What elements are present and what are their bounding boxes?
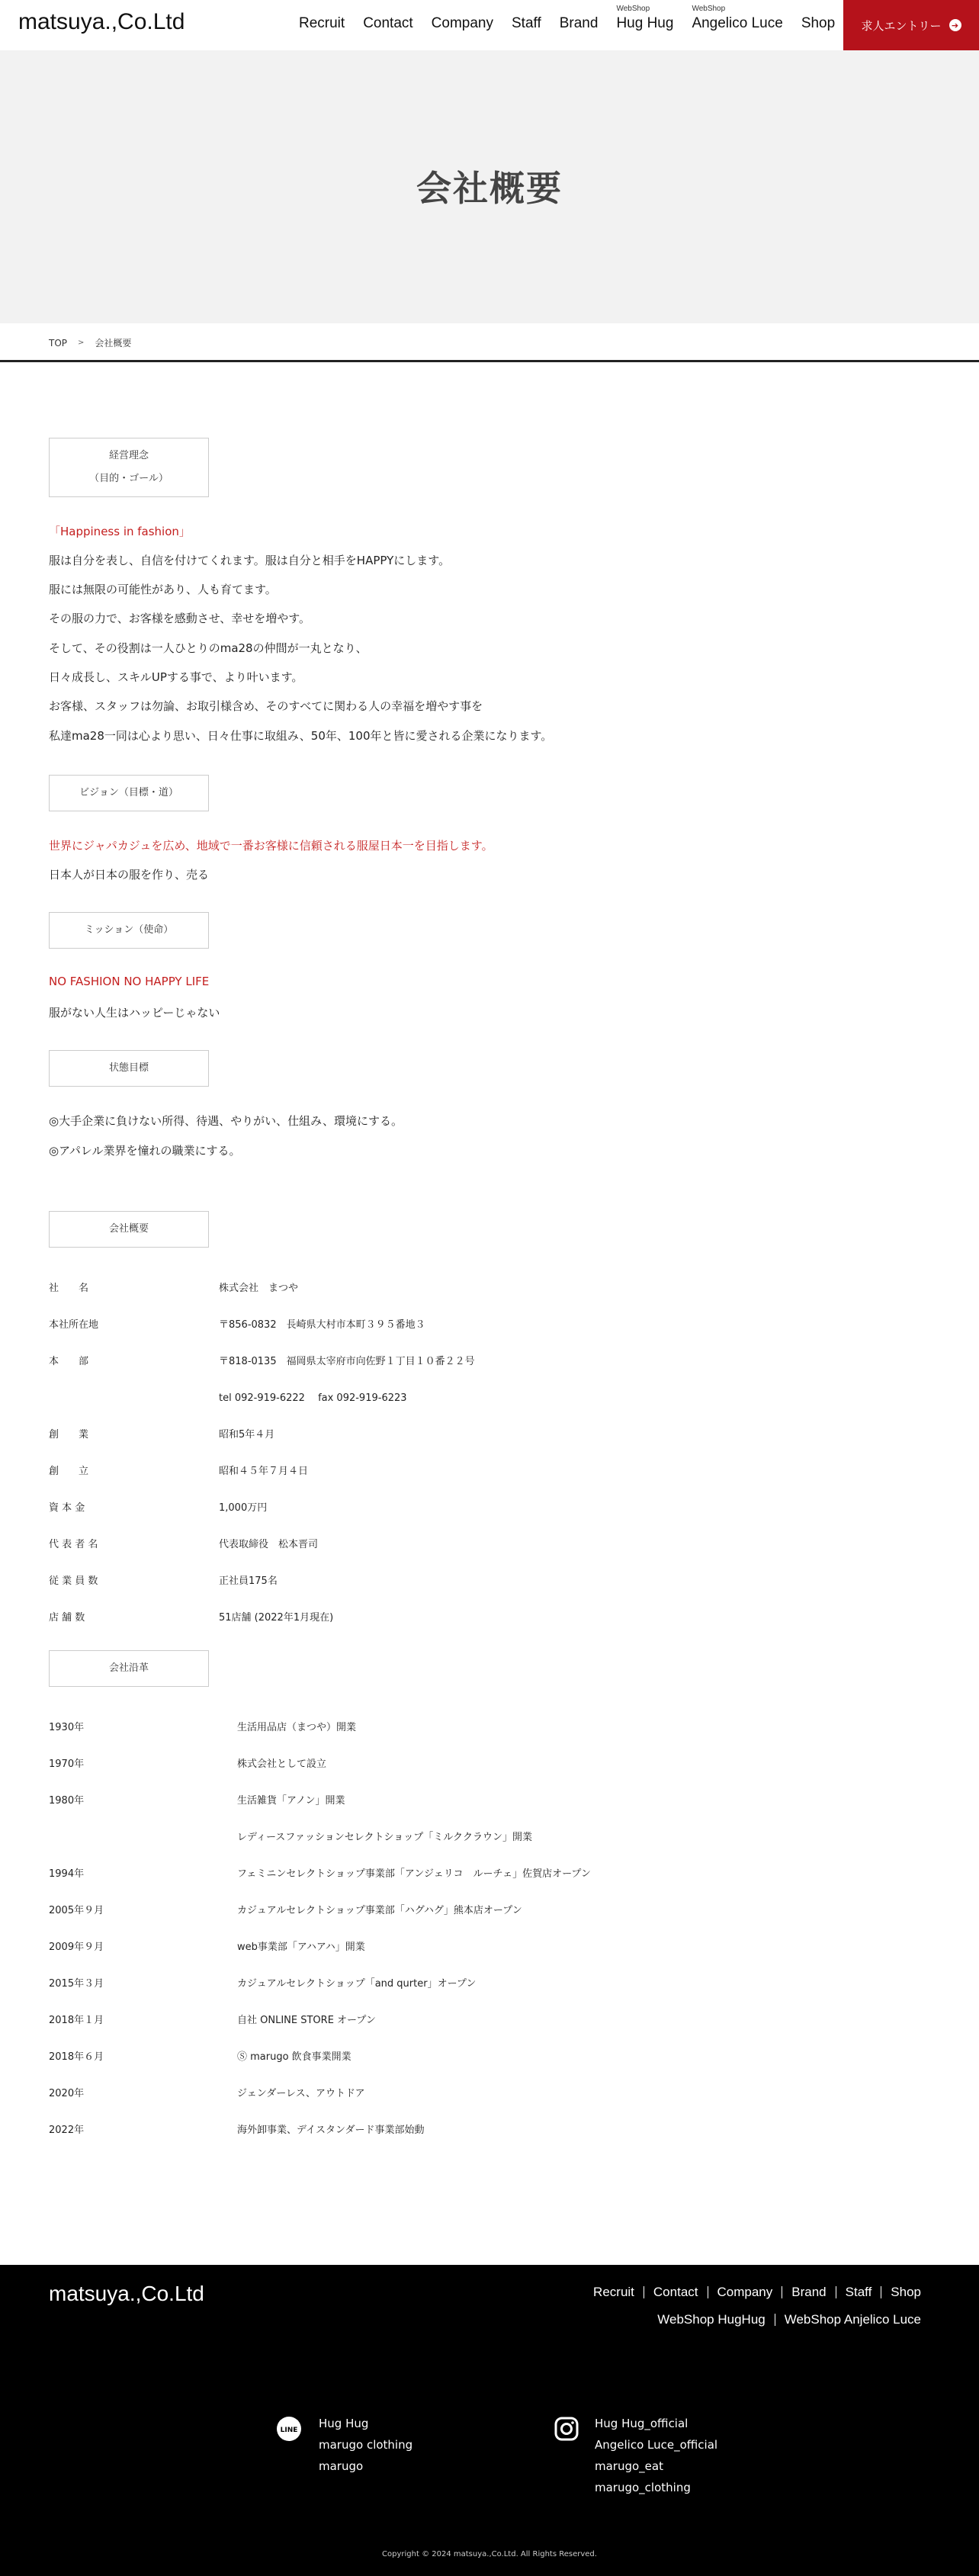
history-event: Ⓢ marugo 飲食事業開業 [237, 2051, 351, 2063]
history-year: 2005年９月 [49, 1905, 104, 1916]
instagram-accounts [595, 2413, 717, 2498]
instagram-account[interactable]: Angelico Luce_official [595, 2438, 718, 2452]
footer-nav-contact[interactable]: Contact [644, 2286, 708, 2298]
footer-nav-shop[interactable]: Shop [881, 2286, 921, 2298]
arrow-right-icon: ➔ [949, 19, 961, 31]
instagram-account[interactable]: Hug Hug_official [595, 2417, 689, 2430]
overview-key: 代 表 者 名 [49, 1539, 98, 1550]
history-event: 株式会社として設立 [237, 1759, 327, 1770]
section-label-text: 状態目標 [108, 1062, 149, 1074]
overview-key: 資 本 金 [49, 1502, 85, 1514]
line-account[interactable]: marugo clothing [319, 2438, 413, 2452]
overview-value: 昭和5年４月 [219, 1429, 275, 1441]
footer-nav-webshop-hughug[interactable]: WebShop HugHug [657, 2312, 766, 2327]
section-label-mission [49, 912, 209, 949]
nav-label: Angelico Luce [692, 15, 783, 31]
section-label-vision [49, 775, 209, 811]
mission-line: 服がない人生はハッピーじゃない [49, 1006, 220, 1020]
state-goal-line: ◎大手企業に負けない所得、待遇、やりがい、仕組み、環境にする。 [49, 1114, 403, 1128]
overview-key: 店 舗 数 [49, 1612, 85, 1624]
nav-company[interactable] [432, 15, 493, 50]
philosophy-line: お客様、スタッフは勿論、お取引様含め、そのすべてに関わる人の幸福を増やす事を [49, 699, 483, 713]
section-label-philosophy [49, 438, 209, 497]
nav-sub: WebShop [616, 5, 650, 13]
footer-nav-recruit[interactable]: Recruit [593, 2285, 634, 2299]
overview-key: 創 立 [49, 1466, 89, 1477]
history-event: 自社 ONLINE STORE オープン [237, 2015, 376, 2026]
site-header [0, 0, 979, 50]
copyright: Copyright © 2024 matsuya.,Co.Ltd. All Rights Reserved. [382, 2550, 597, 2558]
vision-red-line: 世界にジャパカジュを広め、地域で一番お客様に信頼される服屋日本一を目指します。 [49, 839, 493, 853]
site-logo[interactable]: matsuya.,Co.Ltd [18, 9, 185, 34]
philosophy-line: そして、その役割は一人ひとりのma28の仲間が一丸となり、 [49, 641, 368, 655]
nav-brand[interactable] [560, 15, 599, 50]
nav-staff[interactable] [512, 15, 541, 50]
line-account[interactable]: Hug Hug [319, 2417, 369, 2430]
overview-value: 〒856-0832 長崎県大村市本町３９５番地３ [219, 1319, 425, 1331]
overview-value: tel 092-919-6222 fax 092-919-6223 [219, 1392, 407, 1404]
job-entry-label: 求人エントリー [861, 18, 942, 33]
history-year: 1980年 [49, 1795, 85, 1807]
history-year: 2018年６月 [49, 2051, 104, 2063]
philosophy-slogan: 「Happiness in fashion」 [49, 525, 191, 538]
section-label-text: 経営理念 [108, 450, 149, 461]
overview-value: 〒818-0135 福岡県太宰府市向佐野１丁目１０番２２号 [219, 1356, 475, 1367]
instagram-account[interactable]: marugo_eat [595, 2459, 663, 2473]
job-entry-button[interactable] [843, 0, 979, 50]
history-year: 1930年 [49, 1722, 85, 1733]
nav-label: Contact [363, 15, 413, 31]
hero-banner [0, 50, 979, 323]
chevron-right-icon: > [78, 339, 85, 347]
section-label-state-goal [49, 1050, 209, 1087]
history-event: web事業部「アハアハ」開業 [237, 1942, 365, 1953]
footer-nav-brand[interactable]: Brand [782, 2286, 835, 2298]
nav-hughug[interactable] [616, 5, 674, 50]
nav-shop[interactable] [801, 15, 835, 50]
footer-nav-webshop-anjelico[interactable]: WebShop Anjelico Luce [775, 2314, 921, 2326]
line-account[interactable]: marugo [319, 2459, 364, 2473]
nav-label: Hug Hug [616, 15, 674, 31]
breadcrumb-current: 会社概要 [95, 338, 132, 348]
footer-webshop-nav [648, 2314, 921, 2326]
history-event: 海外卸事業、デイスタンダード事業部始動 [237, 2125, 425, 2136]
instagram-icon[interactable] [554, 2416, 579, 2442]
page-title: 会社概要 [416, 168, 563, 209]
history-event: カジュアルセレクトショップ「and qurter」オープン [237, 1978, 477, 1990]
footer-nav-staff[interactable]: Staff [836, 2286, 881, 2298]
breadcrumb [49, 336, 131, 349]
overview-value: 代表取締役 松本晋司 [219, 1539, 319, 1550]
overview-value: 1,000万円 [219, 1502, 268, 1514]
section-label-overview [49, 1211, 209, 1248]
nav-label: Shop [801, 15, 836, 31]
philosophy-line: 服は自分を表し、自信を付けてくれます。服は自分と相手をHAPPYにします。 [49, 554, 451, 567]
section-label-text: （目的・ゴール） [89, 473, 169, 484]
divider [0, 360, 979, 362]
overview-value: 正社員175名 [219, 1575, 278, 1587]
history-event: 生活用品店（まつや）開業 [237, 1722, 357, 1733]
line-icon[interactable] [276, 2416, 302, 2442]
history-event: レディースファッションセレクトショップ「ミルククラウン」開業 [237, 1832, 533, 1843]
nav-sub: WebShop [692, 5, 726, 13]
section-label-text: 会社沿革 [108, 1662, 149, 1674]
mission-red-line: NO FASHION NO HAPPY LIFE [49, 975, 210, 988]
line-accounts [319, 2413, 412, 2477]
history-year: 2022年 [49, 2125, 85, 2136]
philosophy-line: その服の力で、お客様を感動させ、幸せを増やす。 [49, 612, 311, 625]
overview-key: 社 名 [49, 1283, 89, 1294]
overview-key: 従 業 員 数 [49, 1575, 98, 1587]
line-icon-text: LINE [280, 2427, 298, 2434]
history-year: 1994年 [49, 1868, 85, 1880]
history-year: 2020年 [49, 2088, 85, 2099]
nav-recruit[interactable] [299, 15, 345, 50]
history-event: 生活雑貨「アノン」開業 [237, 1795, 345, 1807]
section-label-text: ミッション（使命） [84, 924, 174, 936]
section-label-history [49, 1650, 209, 1687]
history-year: 1970年 [49, 1759, 85, 1770]
history-year: 2018年１月 [49, 2015, 104, 2026]
section-label-text: 会社概要 [108, 1223, 149, 1235]
nav-label: Staff [512, 15, 541, 31]
section-label-text: ビジョン（目標・道） [79, 787, 178, 798]
breadcrumb-home[interactable]: TOP [49, 337, 68, 348]
instagram-account[interactable]: marugo_clothing [595, 2481, 691, 2494]
history-event: ジェンダーレス、アウトドア [237, 2088, 365, 2099]
nav-label: Company [431, 15, 493, 31]
history-event: カジュアルセレクトショップ事業部「ハグハグ」熊本店オープン [237, 1905, 522, 1916]
philosophy-line: 日々成長し、スキルUPする事で、より叶います。 [49, 670, 303, 684]
nav-label: Brand [559, 15, 599, 31]
state-goal-line: ◎アパレル業界を憧れの職業にする。 [49, 1144, 241, 1158]
philosophy-line: 私達ma28一同は心より思い、日々仕事に取組み、50年、100年と皆に愛される企業になります。 [49, 729, 553, 743]
history-event: フェミニンセレクトショップ事業部「アンジェリコ ルーチェ」佐賀店オープン [237, 1868, 591, 1880]
overview-key: 創 業 [49, 1429, 89, 1441]
overview-value: 昭和４５年７月４日 [219, 1466, 309, 1477]
overview-value: 51店舗 (2022年1月現在) [219, 1612, 334, 1624]
overview-key: 本社所在地 [49, 1319, 99, 1331]
nav-angelico-luce[interactable] [692, 5, 783, 50]
history-year: 2015年３月 [49, 1978, 104, 1990]
history-year: 2009年９月 [49, 1942, 104, 1953]
footer-nav-company[interactable]: Company [708, 2286, 782, 2298]
overview-key: 本 部 [49, 1356, 89, 1367]
nav-contact[interactable] [363, 15, 412, 50]
overview-value: 株式会社 まつや [219, 1283, 299, 1294]
footer-logo[interactable]: matsuya.,Co.Ltd [49, 2282, 204, 2305]
philosophy-line: 服には無限の可能性があり、人も育てます。 [49, 583, 277, 596]
vision-line: 日本人が日本の服を作り、売る [49, 868, 210, 882]
main-nav [299, 0, 853, 50]
nav-label: Recruit [299, 15, 345, 31]
site-footer [0, 2265, 979, 2576]
footer-nav [584, 2286, 921, 2298]
